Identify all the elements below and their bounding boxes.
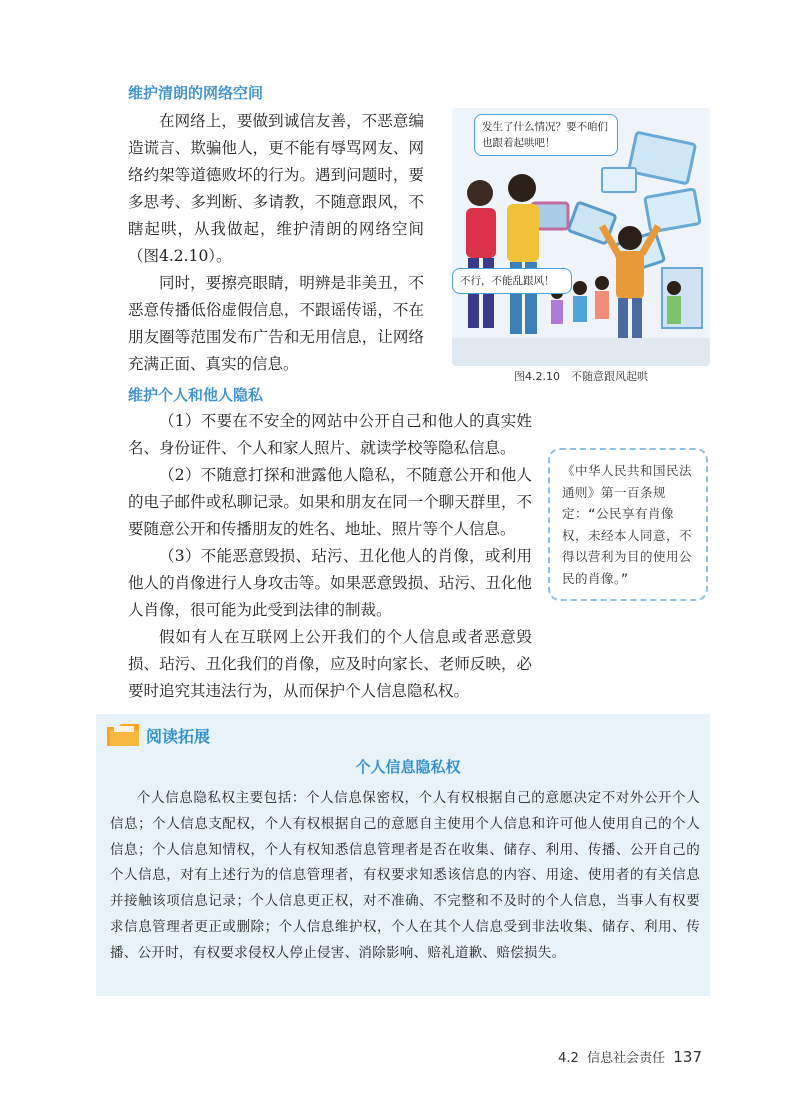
footer-section-title: 信息社会责任 <box>587 1051 666 1066</box>
list-item: （1）不要在不安全的网站中公开自己和他人的真实姓名、身份证件、个人和家人照片、就读学校等隐私信息。 <box>128 412 532 457</box>
page-footer <box>558 1047 702 1066</box>
page-number: 137 <box>673 1048 702 1066</box>
section1-body <box>128 108 424 378</box>
folder-icon <box>106 722 140 748</box>
section-heading-clean-cyberspace: 维护清朗的网络空间 <box>128 84 264 102</box>
list-item: （3）不能恶意毁损、玷污、丑化他人的肖像，或利用他人的肖像进行人身攻击等。如果恶意毁损、玷污、丑化他人肖像，很可能为此受到法律的制裁。 <box>128 547 532 619</box>
paragraph: 在网络上，要做到诚信友善，不恶意编造谎言、欺骗他人，更不能有辱骂网友、网络约架等道德败坏的行为。遇到问题时，要多思考、多判断、多请教，不随意跟风，不瞎起哄，从我做起，维护清朗的网络空间（图4.2.10）。 <box>128 112 424 265</box>
figure-caption: 图4.2.10 不随意跟风起哄 <box>514 370 648 383</box>
illustration-figure <box>452 108 710 366</box>
list-item: （2）不随意打探和泄露他人隐私，不随意公开和他人的电子邮件或私聊记录。如果和朋友在同一个聊天群里，不要随意公开和传播朋友的姓名、地址、照片等个人信息。 <box>128 466 532 538</box>
reading-extension-label: 阅读拓展 <box>146 726 211 746</box>
paragraph: 同时，要擦亮眼睛，明辨是非美丑，不恶意传播低俗虚假信息，不跟谣传谣，不在朋友圈等范围发布广告和无用信息，让网络充满正面、真实的信息。 <box>128 274 424 373</box>
footer-section-number: 4.2 <box>558 1051 579 1066</box>
law-note-box: 《中华人民共和国民法通则》第一百条规定：“公民享有肖像权，未经本人同意，不得以营利为目的使用公民的肖像。” <box>548 448 708 601</box>
section-heading-privacy: 维护个人和他人隐私 <box>128 386 264 404</box>
reading-extension-header <box>106 722 210 748</box>
speech-bubble-top: 发生了什么情况？要不咱们也跟着起哄吧！ <box>474 114 618 156</box>
speech-bubble-bottom: 不行，不能乱跟风！ <box>452 268 572 294</box>
reading-title: 个人信息隐私权 <box>355 758 461 776</box>
section2-body <box>128 408 532 705</box>
reading-body: 个人信息隐私权主要包括：个人信息保密权，个人有权根据自己的意愿决定不对外公开个人信息；个人信息支配权，个人有权根据自己的意愿自主使用个人信息和许可他人使用自己的个人信息；个人信息知情权，个人有权知悉信息管理者是否在收集、储存、利用、传播、公开自己的个人信息，对有上述行为的信息管理者，有权要求知悉该信息的内容、用途、使用者的有关信息并接触该项信息记录；个人信息更正权，对不准确、不完整和不及时的个人信息，当事人有权要求信息管理者更正或删除；个人信息维护权，个人在其个人信息受到非法收集、储存、利用、传播、公开时，有权要求侵权人停止侵害、消除影响、赔礼道歉、赔偿损失。 <box>110 790 700 961</box>
paragraph: 假如有人在互联网上公开我们的个人信息或者恶意毁损、玷污、丑化我们的肖像，应及时向家长、老师反映，必要时追究其违法行为，从而保护个人信息隐私权。 <box>128 628 532 700</box>
